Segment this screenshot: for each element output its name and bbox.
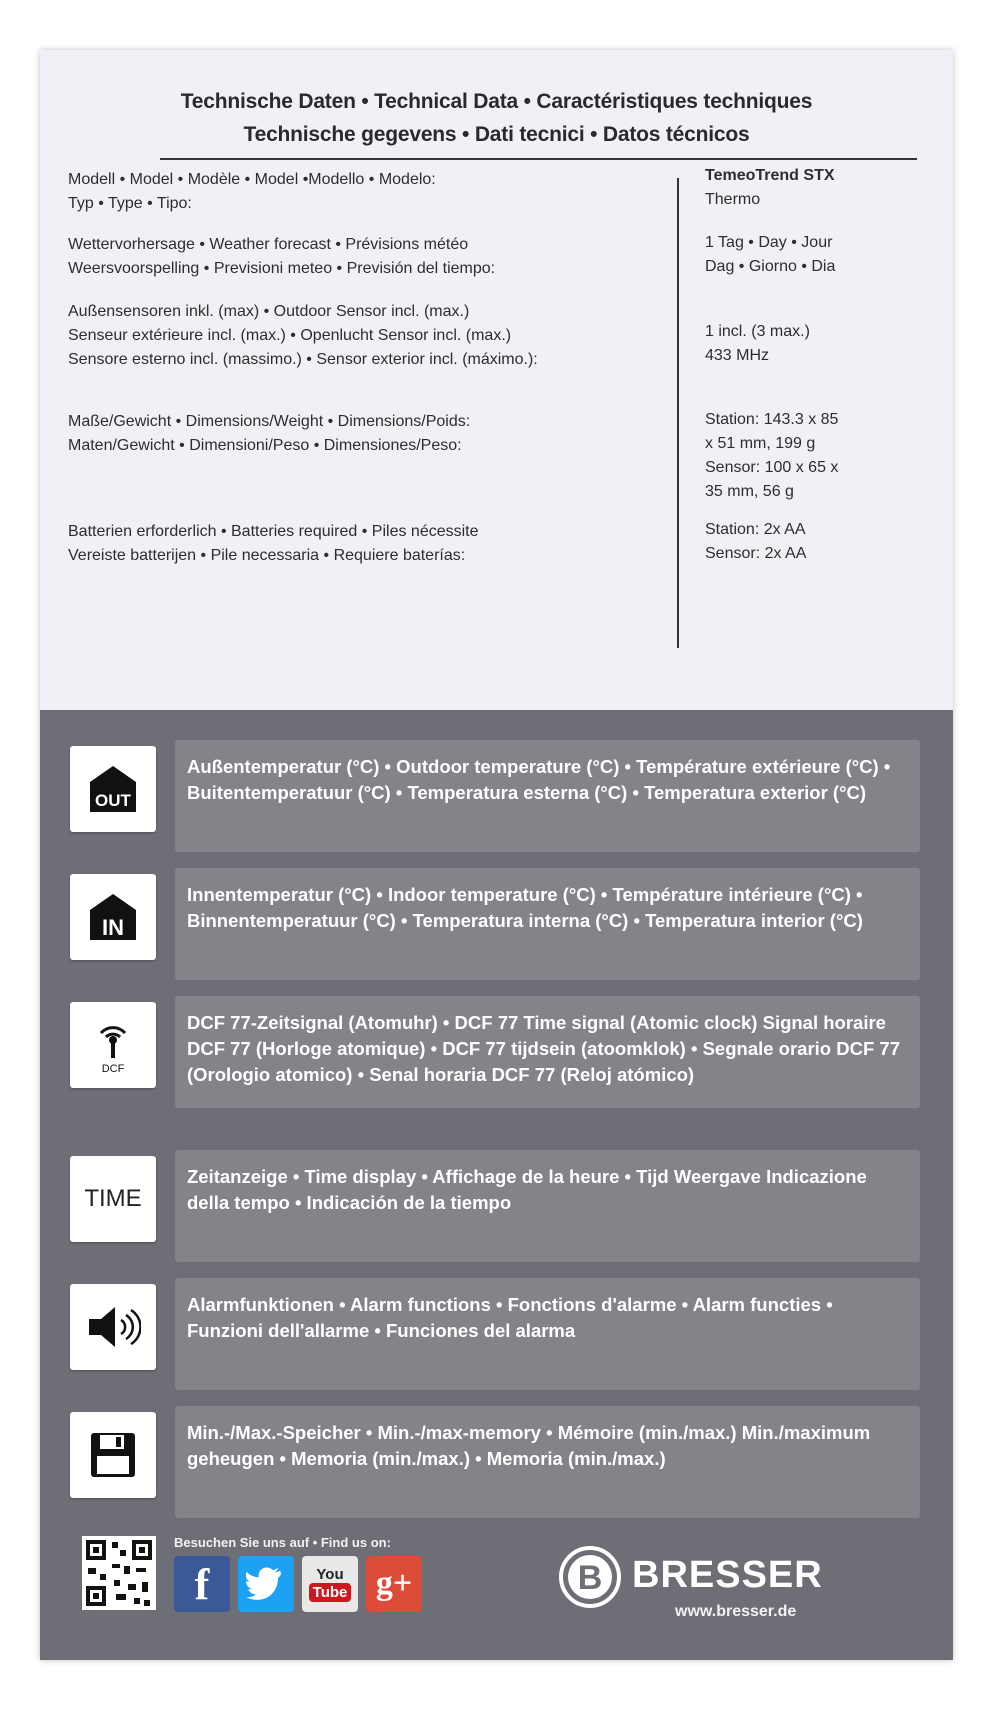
- spec-label-sensor: Außensensoren inkl. (max) • Outdoor Sensor incl. (max.) Senseur extérieure incl. (max.) • Openlucht Sensor incl. (max.) Sensore esterno incl. (massimo.) • Sensor exterior incl. (máximo.):: [68, 303, 538, 368]
- header-line-1: Technische Daten • Technical Data • Caractéristiques techniques: [180, 90, 813, 113]
- spec-value-dimensions: Station: 143.3 x 85 x 51 mm, 199 g Sensor: 100 x 65 x 35 mm, 56 g: [705, 411, 839, 500]
- feature-text-indoor: Innentemperatur (°C) • Indoor temperature (°C) • Température intérieure (°C) • Binnentemperatuur (°C) • Temperatura interna (°C) • Temperatura interior (°C): [175, 868, 920, 980]
- svg-text:OUT: OUT: [95, 791, 131, 810]
- spec-value-sensor: 1 incl. (3 max.) 433 MHz: [705, 323, 810, 364]
- spec-label-forecast: Wettervorhersage • Weather forecast • Prévisions météo Weersvoorspelling • Previsioni meteo • Previsión del tiempo:: [68, 236, 496, 277]
- twitter-icon[interactable]: [238, 1556, 294, 1612]
- column-divider: [677, 178, 679, 648]
- spec-value-forecast: 1 Tag • Day • Jour Dag • Giorno • Dia: [705, 234, 836, 275]
- feature-row-outdoor: [70, 740, 920, 852]
- brand-name: BRESSER: [632, 1554, 823, 1596]
- website-link[interactable]: www.bresser.de: [675, 1603, 797, 1620]
- svg-text:B: B: [577, 1559, 603, 1597]
- svg-text:IN: IN: [102, 915, 124, 940]
- spec-value-batteries: Station: 2x AA Sensor: 2x AA: [705, 521, 807, 562]
- qr-code[interactable]: [82, 1536, 156, 1610]
- header-line-2: Technische gegevens • Dati tecnici • Datos técnicos: [243, 123, 750, 146]
- social-caption: Besuchen Sie uns auf • Find us on:: [174, 1535, 391, 1550]
- speaker-icon: [70, 1284, 156, 1370]
- feature-text-memory: Min.-/Max.-Speicher • Min.-/max-memory • Mémoire (min./max.) Min./maximum geheugen • Memoria (min./max.) • Memoria (min./max.): [175, 1406, 920, 1518]
- spec-value-model: TemeoTrend STX Thermo: [705, 167, 835, 208]
- floppy-disk-icon: [70, 1412, 156, 1498]
- feature-row-time: [70, 1150, 920, 1262]
- technical-data-section: [40, 50, 953, 710]
- feature-text-outdoor: Außentemperatur (°C) • Outdoor temperature (°C) • Température extérieure (°C) • Buitentemperatuur (°C) • Temperatura esterna (°C) • Temperatura exterior (°C): [175, 740, 920, 852]
- feature-text-dcf: DCF 77-Zeitsignal (Atomuhr) • DCF 77 Time signal (Atomic clock) Signal horaire DCF 77 (Horloge atomique) • DCF 77 tijdsein (atoomklok) • Segnale orario DCF 77 (Orologio atomico) • Senal horaria DCF 77 (Reloj atómico): [175, 996, 920, 1108]
- dcf-antenna-icon: [70, 1002, 156, 1088]
- svg-text:DCF: DCF: [101, 1063, 125, 1075]
- spec-label-batteries: Batterien erforderlich • Batteries required • Piles nécessite Vereiste batterijen • Pile necessaria • Requiere baterías:: [68, 523, 479, 564]
- bresser-logo: [558, 1545, 898, 1609]
- packaging-back-panel: [40, 50, 953, 1660]
- spec-label-dimensions: Maße/Gewicht • Dimensions/Weight • Dimensions/Poids: Maten/Gewicht • Dimensioni/Peso • Dimensiones/Peso:: [68, 413, 471, 454]
- bresser-b-icon: [558, 1545, 622, 1609]
- out-house-icon: [70, 746, 156, 832]
- feature-text-alarm: Alarmfunktionen • Alarm functions • Fonctions d'alarme • Alarm functies • Funzioni dell'allarme • Funciones del alarma: [175, 1278, 920, 1390]
- feature-row-alarm: [70, 1278, 920, 1390]
- facebook-icon[interactable]: f: [174, 1556, 230, 1612]
- in-house-icon: [70, 874, 156, 960]
- feature-text-time: Zeitanzeige • Time display • Affichage de la heure • Tijd Weergave Indicazione della tempo • Indicación de la tiempo: [175, 1150, 920, 1262]
- feature-row-indoor: [70, 868, 920, 980]
- time-icon: TIME: [70, 1156, 156, 1242]
- spec-label-model: Modell • Model • Modèle • Model •Modello • Modelo: Typ • Type • Tipo:: [68, 171, 436, 212]
- feature-row-memory: [70, 1406, 920, 1518]
- feature-row-dcf: [70, 996, 920, 1108]
- youtube-icon[interactable]: You Tube: [302, 1556, 358, 1612]
- header-divider: [160, 158, 917, 160]
- googleplus-icon[interactable]: g+: [366, 1556, 422, 1612]
